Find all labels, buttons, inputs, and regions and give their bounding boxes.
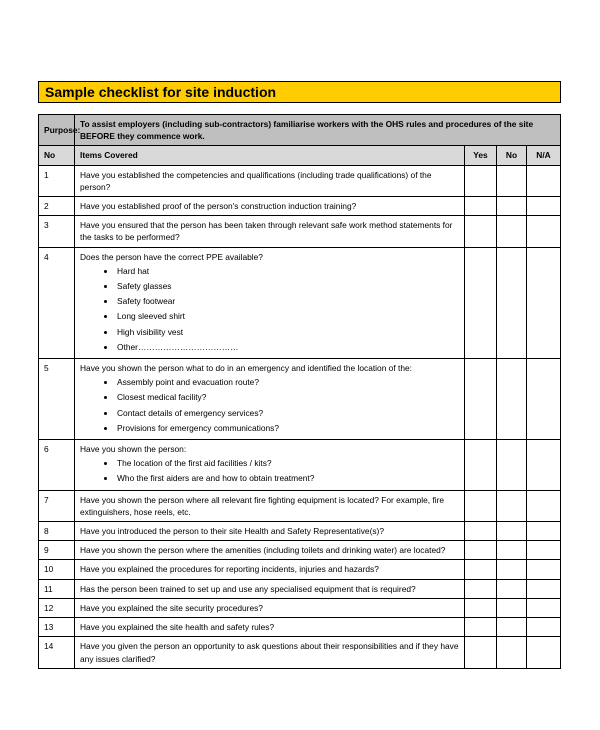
no-cell[interactable] — [497, 618, 527, 637]
row-item — [75, 359, 465, 440]
na-cell[interactable] — [527, 165, 561, 196]
question-text: Have you established the competencies and qualifications (including trade qualifications) of the person? — [80, 169, 432, 192]
purpose-text: To assist employers (including sub-contractors) familiarise workers with the OHS rules and procedures of the site BEFORE they commence work. — [75, 115, 561, 146]
na-cell[interactable] — [527, 560, 561, 579]
row-number: 14 — [39, 637, 75, 668]
yes-cell[interactable] — [465, 598, 497, 617]
row-item — [75, 618, 465, 637]
bullet-item: Assembly point and evacuation route? — [104, 375, 459, 390]
yes-cell[interactable] — [465, 522, 497, 541]
no-cell[interactable] — [497, 637, 527, 668]
row-item — [75, 247, 465, 358]
row-item — [75, 560, 465, 579]
bullet-list — [80, 456, 459, 486]
row-number: 3 — [39, 216, 75, 247]
bullet-list — [80, 375, 459, 436]
row-item — [75, 598, 465, 617]
no-cell[interactable] — [497, 247, 527, 358]
row-number: 9 — [39, 541, 75, 560]
question-text: Have you shown the person where the amenities (including toilets and drinking water) are located? — [80, 545, 446, 556]
no-cell[interactable] — [497, 579, 527, 598]
yes-cell[interactable] — [465, 197, 497, 216]
no-cell[interactable] — [497, 560, 527, 579]
checklist-title: Sample checklist for site induction — [38, 81, 561, 103]
yes-cell[interactable] — [465, 359, 497, 440]
row-number: 11 — [39, 579, 75, 598]
yes-cell[interactable] — [465, 541, 497, 560]
checklist-row — [39, 247, 561, 358]
row-number: 10 — [39, 560, 75, 579]
yes-cell[interactable] — [465, 560, 497, 579]
row-number: 2 — [39, 197, 75, 216]
bullet-item: Safety footwear — [104, 294, 459, 309]
purpose-row — [39, 115, 561, 146]
checklist-row — [39, 579, 561, 598]
col-header-yes: Yes — [465, 146, 497, 165]
question-text: Have you explained the site health and safety rules? — [80, 622, 275, 633]
checklist-row — [39, 637, 561, 668]
question-text: Have you explained the procedures for reporting incidents, injuries and hazards? — [80, 564, 379, 575]
na-cell[interactable] — [527, 490, 561, 521]
row-number: 1 — [39, 165, 75, 196]
checklist-row — [39, 598, 561, 617]
bullet-item: Hard hat — [104, 264, 459, 279]
question-text: Have you shown the person what to do in an emergency and identified the location of the: — [80, 363, 412, 374]
bullet-item: Contact details of emergency services? — [104, 406, 459, 421]
checklist-row — [39, 490, 561, 521]
row-item — [75, 216, 465, 247]
header-row — [39, 146, 561, 165]
yes-cell[interactable] — [465, 579, 497, 598]
na-cell[interactable] — [527, 440, 561, 491]
question-text: Have you ensured that the person has been taken through relevant safe work method statements for the tasks to be performed? — [80, 220, 453, 243]
checklist-row — [39, 618, 561, 637]
row-item — [75, 637, 465, 668]
question-text: Have you explained the site security procedures? — [80, 602, 263, 613]
row-item — [75, 165, 465, 196]
yes-cell[interactable] — [465, 216, 497, 247]
question-text: Have you shown the person: — [80, 444, 187, 455]
row-number: 7 — [39, 490, 75, 521]
na-cell[interactable] — [527, 197, 561, 216]
bullet-item: Safety glasses — [104, 279, 459, 294]
no-cell[interactable] — [497, 490, 527, 521]
na-cell[interactable] — [527, 637, 561, 668]
row-number: 8 — [39, 522, 75, 541]
question-text: Has the person been trained to set up and use any specialised equipment that is required? — [80, 583, 416, 594]
checklist-row — [39, 359, 561, 440]
row-item — [75, 579, 465, 598]
checklist-row — [39, 216, 561, 247]
no-cell[interactable] — [497, 216, 527, 247]
question-text: Does the person have the correct PPE available? — [80, 251, 263, 262]
row-number: 12 — [39, 598, 75, 617]
na-cell[interactable] — [527, 216, 561, 247]
yes-cell[interactable] — [465, 165, 497, 196]
question-text: Have you given the person an opportunity to ask questions about their responsibilities and if they have any issues clarified? — [80, 641, 459, 664]
na-cell[interactable] — [527, 541, 561, 560]
row-item — [75, 522, 465, 541]
row-number: 13 — [39, 618, 75, 637]
checklist-row — [39, 440, 561, 491]
bullet-item: Long sleeved shirt — [104, 309, 459, 324]
row-number: 6 — [39, 440, 75, 491]
row-number: 4 — [39, 247, 75, 358]
col-header-no: No — [39, 146, 75, 165]
row-item — [75, 197, 465, 216]
na-cell[interactable] — [527, 579, 561, 598]
checklist-row — [39, 522, 561, 541]
bullet-item: Closest medical facility? — [104, 390, 459, 405]
col-header-items: Items Covered — [75, 146, 465, 165]
yes-cell[interactable] — [465, 618, 497, 637]
row-number: 5 — [39, 359, 75, 440]
yes-cell[interactable] — [465, 440, 497, 491]
checklist-row — [39, 197, 561, 216]
na-cell[interactable] — [527, 522, 561, 541]
yes-cell[interactable] — [465, 490, 497, 521]
no-cell[interactable] — [497, 598, 527, 617]
no-cell[interactable] — [497, 522, 527, 541]
row-item — [75, 541, 465, 560]
bullet-item: The location of the first aid facilities / kits? — [104, 456, 459, 471]
question-text: Have you introduced the person to their site Health and Safety Representative(s)? — [80, 526, 384, 537]
no-cell[interactable] — [497, 197, 527, 216]
checklist-table — [38, 114, 561, 669]
question-text: Have you established proof of the person's construction induction training? — [80, 201, 357, 212]
question-text: Have you shown the person where all relevant fire fighting equipment is located? For example, fire extinguishers, hose reels, etc. — [80, 494, 445, 517]
checklist-row — [39, 560, 561, 579]
na-cell[interactable] — [527, 618, 561, 637]
yes-cell[interactable] — [465, 637, 497, 668]
checklist-row — [39, 541, 561, 560]
bullet-item: Who the first aiders are and how to obtain treatment? — [104, 471, 459, 486]
no-cell[interactable] — [497, 359, 527, 440]
no-cell[interactable] — [497, 165, 527, 196]
purpose-label: Purpose: — [39, 115, 75, 146]
checklist-row — [39, 165, 561, 196]
bullet-item: Provisions for emergency communications? — [104, 421, 459, 436]
no-cell[interactable] — [497, 440, 527, 491]
row-item — [75, 440, 465, 491]
yes-cell[interactable] — [465, 247, 497, 358]
bullet-item: High visibility vest — [104, 325, 459, 340]
bullet-list — [80, 264, 459, 355]
col-header-no-answer: No — [497, 146, 527, 165]
no-cell[interactable] — [497, 541, 527, 560]
na-cell[interactable] — [527, 247, 561, 358]
bullet-item: Other……………………………… — [104, 340, 459, 355]
na-cell[interactable] — [527, 598, 561, 617]
col-header-na: N/A — [527, 146, 561, 165]
na-cell[interactable] — [527, 359, 561, 440]
row-item — [75, 490, 465, 521]
